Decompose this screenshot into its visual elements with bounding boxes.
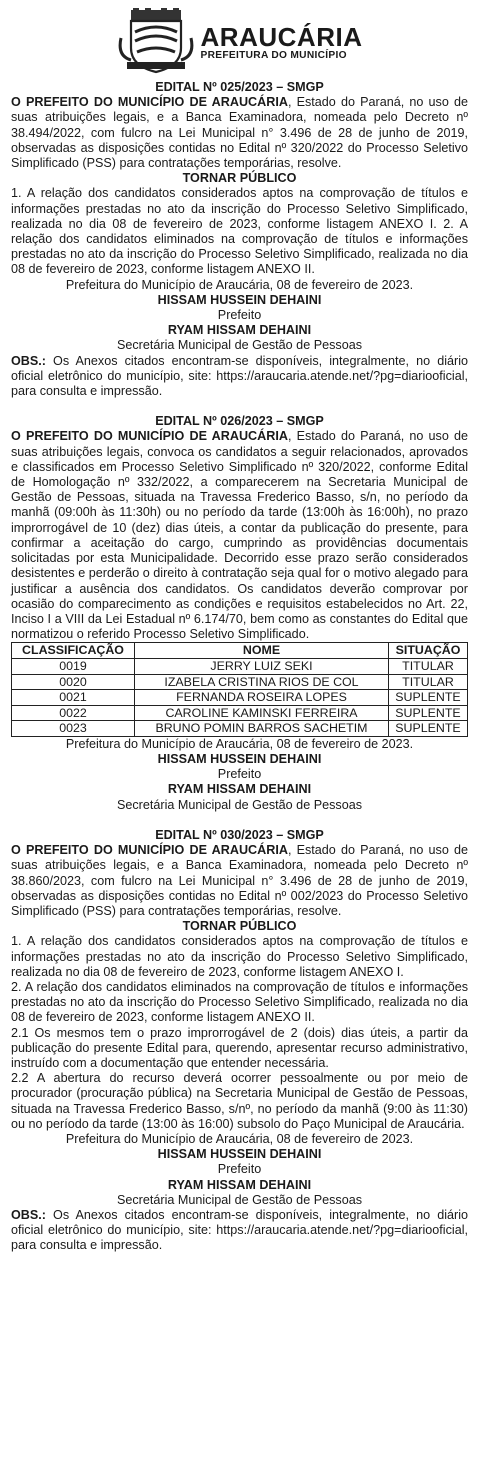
cell-classificacao: 0023 bbox=[12, 721, 135, 737]
header bbox=[11, 8, 468, 78]
table-row bbox=[12, 658, 468, 674]
cell-classificacao: 0020 bbox=[12, 674, 135, 690]
obs-text: Os Anexos citados encontram-se disponíveis, integralmente, no diário oficial eletrônico do município, site: https://araucaria.atende.net/?pg=diariooficial, para consulta e impressão. bbox=[11, 353, 468, 399]
cell-nome: IZABELA CRISTINA RIOS DE COL bbox=[135, 674, 389, 690]
signature-name: HISSAM HUSSEIN DEHAINI bbox=[157, 292, 322, 307]
section-subtitle: TORNAR PÚBLICO bbox=[182, 919, 297, 934]
intro-text: , Estado do Paraná, no uso de suas atribuições legais, e a Banca Examinadora, nomeada pelo Decreto nº 38.494/2022, com fulcro na Lei Municipal n° 3.496 de 28 de junho de 2019, observadas as disposições contidas no Edital nº 320/2022 do Processo Seletivo Simplificado (PSS) para contratações temporárias, resolve. bbox=[11, 95, 469, 171]
cell-nome: FERNANDA ROSEIRA LOPES bbox=[135, 690, 389, 706]
cell-classificacao: 0021 bbox=[12, 690, 135, 706]
signature-role: Secretária Municipal de Gestão de Pessoas bbox=[116, 797, 362, 812]
col-situacao: SITUAÇÃO bbox=[389, 643, 468, 659]
signature-role: Prefeito bbox=[217, 767, 262, 782]
candidates-table bbox=[11, 642, 468, 737]
table-row bbox=[12, 705, 468, 721]
edital-title: EDITAL Nº 030/2023 – SMGP bbox=[155, 827, 324, 842]
table-row bbox=[12, 674, 468, 690]
signature-role: Prefeito bbox=[217, 1162, 262, 1177]
paragraph-2: 2. A relação dos candidatos eliminados na comprovação de títulos e informações prestadas no ato da inscrição do Processo Seletivo Simplificado, realizada no dia 08 de fevereiro de 2023, conforme listagem ANEXO II. bbox=[11, 979, 468, 1025]
edital-body: 1. A relação dos candidatos considerados aptos na comprovação de títulos e informações prestadas no ato da inscrição do Processo Seletivo Simplificado, realizada no dia 08 de fevereiro de 2023, conforme listagem ANEXO I. 2. A relação dos candidatos eliminados na comprovação de títulos e informações prestadas no ato da inscrição do Processo Seletivo Simplificado, realizada no dia 08 de fevereiro de 2023, conforme listagem ANEXO II. bbox=[11, 186, 468, 277]
cell-classificacao: 0022 bbox=[12, 705, 135, 721]
signature-name: RYAM HISSAM DEHAINI bbox=[167, 782, 312, 797]
cell-situacao: SUPLENTE bbox=[389, 705, 468, 721]
edital-030 bbox=[11, 828, 468, 1254]
paragraph-2-2: 2.2 A abertura do recurso deverá ocorrer pessoalmente ou por meio de procurador (procuração pública) na Secretaria Municipal de Gestão de Pessoas, situada na Travessa Frederico Basso, s/nº, no período da manhã (9:00 às 11:30) ou no período da tarde (13:00 às 16:00) subsolo do Paço Municipal de Araucária. bbox=[11, 1071, 468, 1131]
edital-obs bbox=[11, 1208, 468, 1254]
cell-nome: CAROLINE KAMINSKI FERREIRA bbox=[135, 705, 389, 721]
signature-name: RYAM HISSAM DEHAINI bbox=[167, 323, 312, 338]
signature-role: Secretária Municipal de Gestão de Pessoas bbox=[116, 338, 362, 353]
edital-intro bbox=[11, 843, 468, 919]
signature-role: Secretária Municipal de Gestão de Pessoas bbox=[116, 1192, 362, 1207]
table-row bbox=[12, 721, 468, 737]
edital-title: EDITAL Nº 025/2023 – SMGP bbox=[155, 80, 324, 94]
brand-name: ARAUCÁRIA bbox=[200, 22, 363, 52]
brand bbox=[201, 24, 363, 62]
edital-intro bbox=[11, 429, 468, 642]
signature-name: RYAM HISSAM DEHAINI bbox=[167, 1177, 312, 1192]
edital-date: Prefeitura do Município de Araucária, 08 de fevereiro de 2023. bbox=[65, 277, 414, 292]
table-row bbox=[12, 690, 468, 706]
obs-label: OBS.: bbox=[11, 1207, 46, 1222]
signature-name: HISSAM HUSSEIN DEHAINI bbox=[157, 752, 322, 767]
table-header-row bbox=[12, 643, 468, 659]
cell-classificacao: 0019 bbox=[12, 658, 135, 674]
cell-situacao: SUPLENTE bbox=[389, 690, 468, 706]
edital-025 bbox=[11, 80, 468, 399]
obs-text: Os Anexos citados encontram-se disponíveis, integralmente, no diário oficial eletrônico do município, site: https://araucaria.atende.net/?pg=diariooficial, para consulta e impressão. bbox=[11, 1207, 468, 1253]
edital-026 bbox=[11, 414, 468, 813]
paragraph-1: 1. A relação dos candidatos considerados aptos na comprovação de títulos e informações prestadas no ato da inscrição do Processo Seletivo Simplificado, realizada no dia 08 de fevereiro de 2023, conforme listagem ANEXO I. bbox=[11, 934, 468, 979]
intro-bold: O PREFEITO DO MUNICÍPIO DE ARAUCÁRIA bbox=[11, 843, 288, 858]
paragraph-2-1: 2.1 Os mesmos tem o prazo improrrogável de 2 (dois) dias úteis, a partir da publicação do presente Edital para, querendo, apresentar recurso administrativo, instruído com a documentação que entender necessária. bbox=[11, 1025, 468, 1070]
edital-date: Prefeitura do Município de Araucária, 08 de fevereiro de 2023. bbox=[65, 736, 414, 751]
cell-situacao: TITULAR bbox=[389, 658, 468, 674]
intro-bold: O PREFEITO DO MUNICÍPIO DE ARAUCÁRIA bbox=[11, 95, 288, 110]
cell-situacao: TITULAR bbox=[389, 674, 468, 690]
cell-nome: BRUNO POMIN BARROS SACHETIM bbox=[135, 721, 389, 737]
signature-role: Prefeito bbox=[217, 308, 262, 323]
edital-intro bbox=[11, 95, 468, 171]
edital-title: EDITAL Nº 026/2023 – SMGP bbox=[155, 414, 324, 429]
col-nome: NOME bbox=[135, 643, 389, 659]
cell-situacao: SUPLENTE bbox=[389, 721, 468, 737]
cell-nome: JERRY LUIZ SEKI bbox=[135, 658, 389, 674]
signature-name: HISSAM HUSSEIN DEHAINI bbox=[157, 1147, 322, 1162]
edital-obs bbox=[11, 354, 468, 400]
edital-date: Prefeitura do Município de Araucária, 08 de fevereiro de 2023. bbox=[65, 1131, 414, 1146]
intro-text: , Estado do Paraná, no uso de suas atribuições legais, e a Banca Examinadora, nomeada pelo Decreto nº 38.860/2023, com fulcro na Lei Municipal n° 3.496 de 28 de junho de 2019, observadas as disposições contidas no Edital nº 002/2023 do Processo Seletivo Simplificado (PSS) para contratações temporárias, resolve. bbox=[11, 843, 469, 918]
coat-of-arms-icon bbox=[117, 8, 195, 74]
section-subtitle: TORNAR PÚBLICO bbox=[182, 171, 297, 186]
col-classificacao: CLASSIFICAÇÃO bbox=[12, 643, 135, 659]
intro-bold: O PREFEITO DO MUNICÍPIO DE ARAUCÁRIA bbox=[11, 429, 288, 444]
brand-subtitle: PREFEITURA DO MUNICÍPIO bbox=[200, 50, 347, 61]
intro-text: , Estado do Paraná, no uso de suas atribuições legais, convoca os candidatos a seguir relacionados, aprovados e classificados em Processo Seletivo Simplificado nº 320/2022, conforme Edital de Homologação nº 332/2022, a comparecerem na Secretaria Municipal de Gestão de Pessoas, situada na Travessa Frederico Basso, s/n, no período da manhã (09:00h às 11:30h) ou no período da tarde (13:00h às 16:00h), no prazo improrrogável de 10 (dez) dias úteis, a contar da publicação do presente, para confirmar a aceitação do cargo, cumprindo as providências documentais solicitadas por esta Municipalidade. Decorrido esse prazo serão considerados desistentes e perderão o direito à contratação seja qual for o motivo alegado para justificar a ausência dos candidatos. Os candidatos deverão comprovar por ocasião do comparecimento as condições e requisitos estabelecidos no Art. 22, Inciso I a VIII da Lei Estadual nº 6.174/70, bem como as constantes do Edital que normatizou o referido Processo Seletivo Simplificado. bbox=[11, 429, 469, 642]
obs-label: OBS.: bbox=[11, 353, 46, 368]
